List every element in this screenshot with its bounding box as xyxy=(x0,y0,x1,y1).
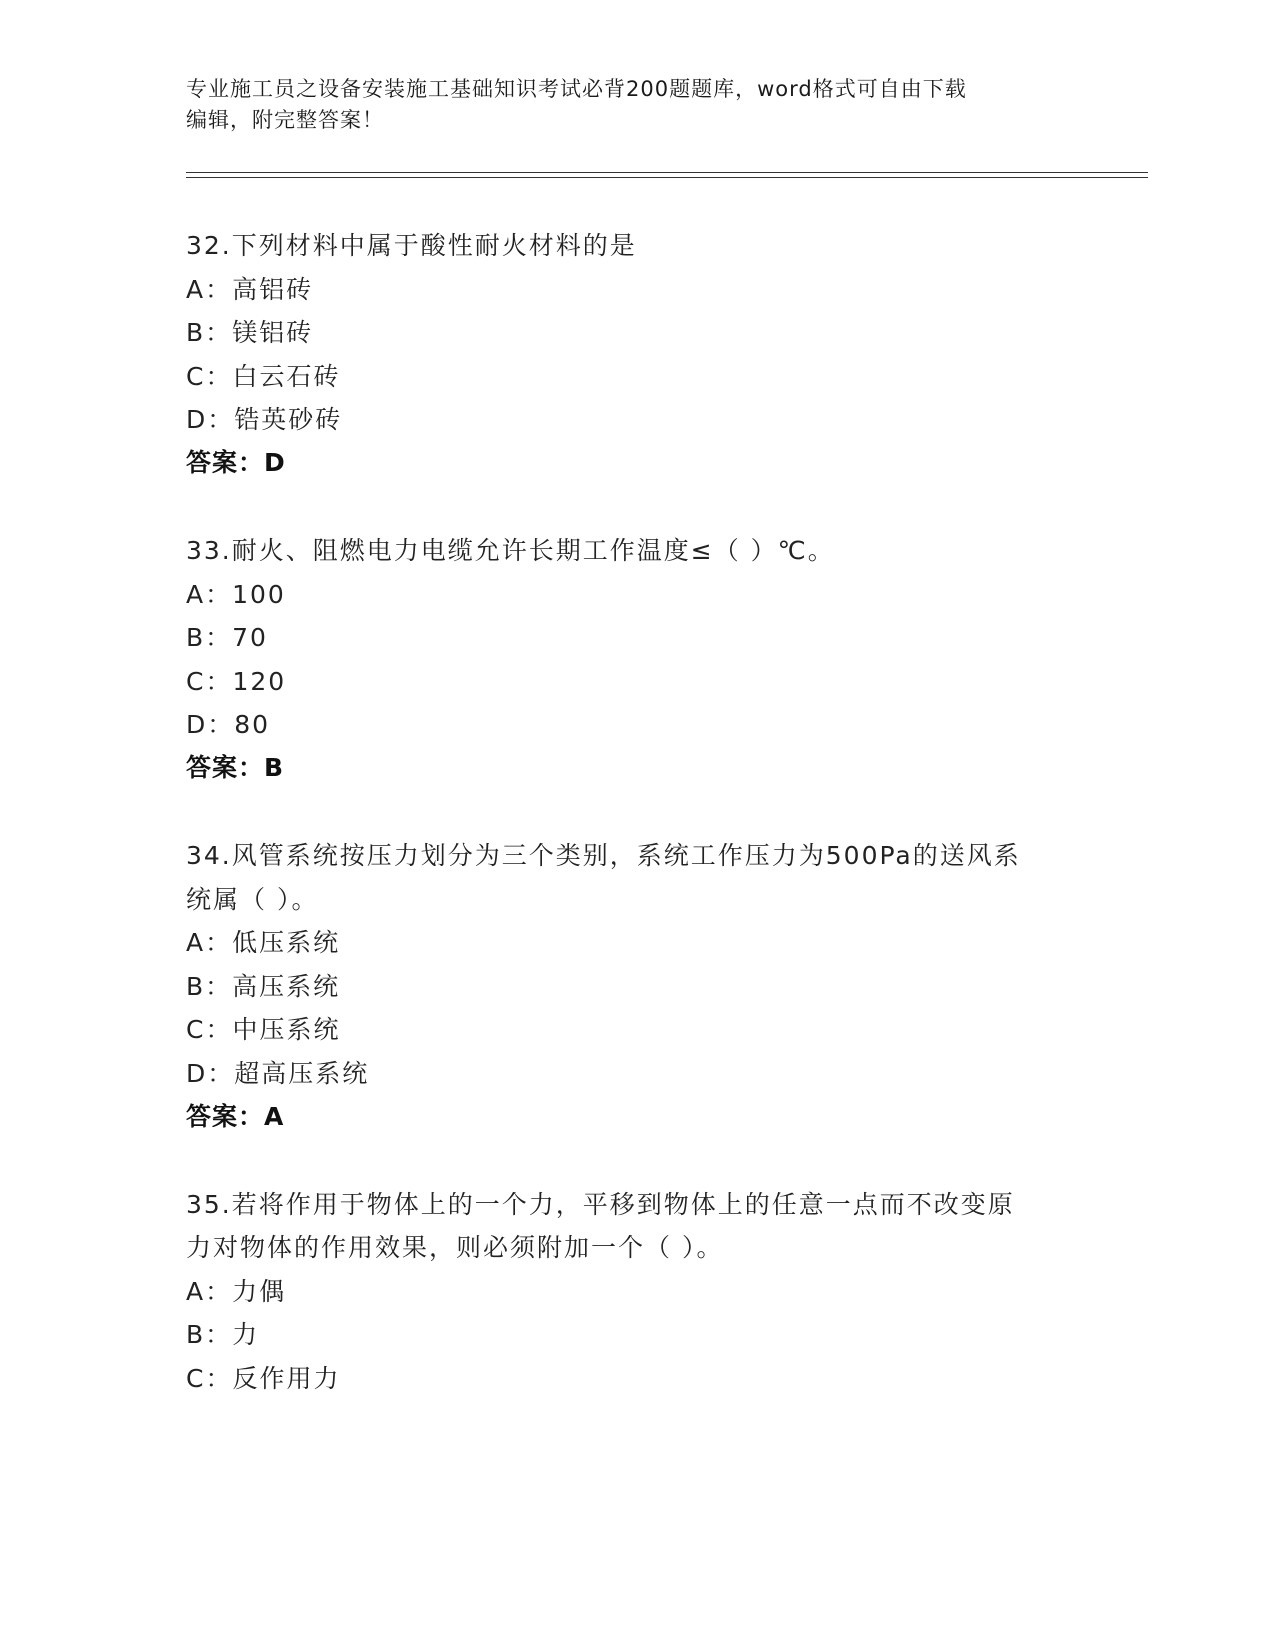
header-divider-bottom xyxy=(186,177,1148,178)
question-34-option-a: A：低压系统 xyxy=(186,928,341,957)
document-header-line-2: 编辑，附完整答案！ xyxy=(186,108,384,132)
question-35-stem-line-1: 35.若将作用于物体上的一个力，平移到物体上的任意一点而不改变原 xyxy=(186,1190,1015,1219)
question-33-answer: 答案：B xyxy=(186,753,285,782)
question-34-option-c: C：中压系统 xyxy=(186,1015,341,1044)
question-32-option-d: D：锆英砂砖 xyxy=(186,405,343,434)
question-32-option-a: A：高铝砖 xyxy=(186,275,314,304)
question-34-stem-line-1: 34.风管系统按压力划分为三个类别，系统工作压力为500Pa的送风系 xyxy=(186,841,1021,870)
question-33-option-c: C：120 xyxy=(186,667,287,696)
question-34-stem-line-2: 统属（ ）。 xyxy=(186,885,319,914)
question-35-option-a: A：力偶 xyxy=(186,1277,287,1306)
question-34-option-d: D：超高压系统 xyxy=(186,1059,370,1088)
question-32-answer: 答案：D xyxy=(186,448,286,477)
question-35-stem-line-2: 力对物体的作用效果，则必须附加一个（ ）。 xyxy=(186,1233,724,1262)
header-divider-top xyxy=(186,172,1148,173)
question-33-option-b: B：70 xyxy=(186,623,268,652)
question-34-option-b: B：高压系统 xyxy=(186,972,341,1001)
question-35-option-c: C：反作用力 xyxy=(186,1364,341,1393)
question-35-option-b: B：力 xyxy=(186,1320,260,1349)
question-32-stem: 32.下列材料中属于酸性耐火材料的是 xyxy=(186,231,637,260)
document-header-line-1: 专业施工员之设备安装施工基础知识考试必背200题题库，word格式可自由下载 xyxy=(186,77,967,101)
question-32-option-b: B：镁铝砖 xyxy=(186,318,314,347)
question-34-answer: 答案：A xyxy=(186,1102,285,1131)
question-32-option-c: C：白云石砖 xyxy=(186,362,341,391)
question-33-stem: 33.耐火、阻燃电力电缆允许长期工作温度≤（ ）℃。 xyxy=(186,536,835,565)
question-33-option-d: D：80 xyxy=(186,710,271,739)
question-33-option-a: A：100 xyxy=(186,580,286,609)
